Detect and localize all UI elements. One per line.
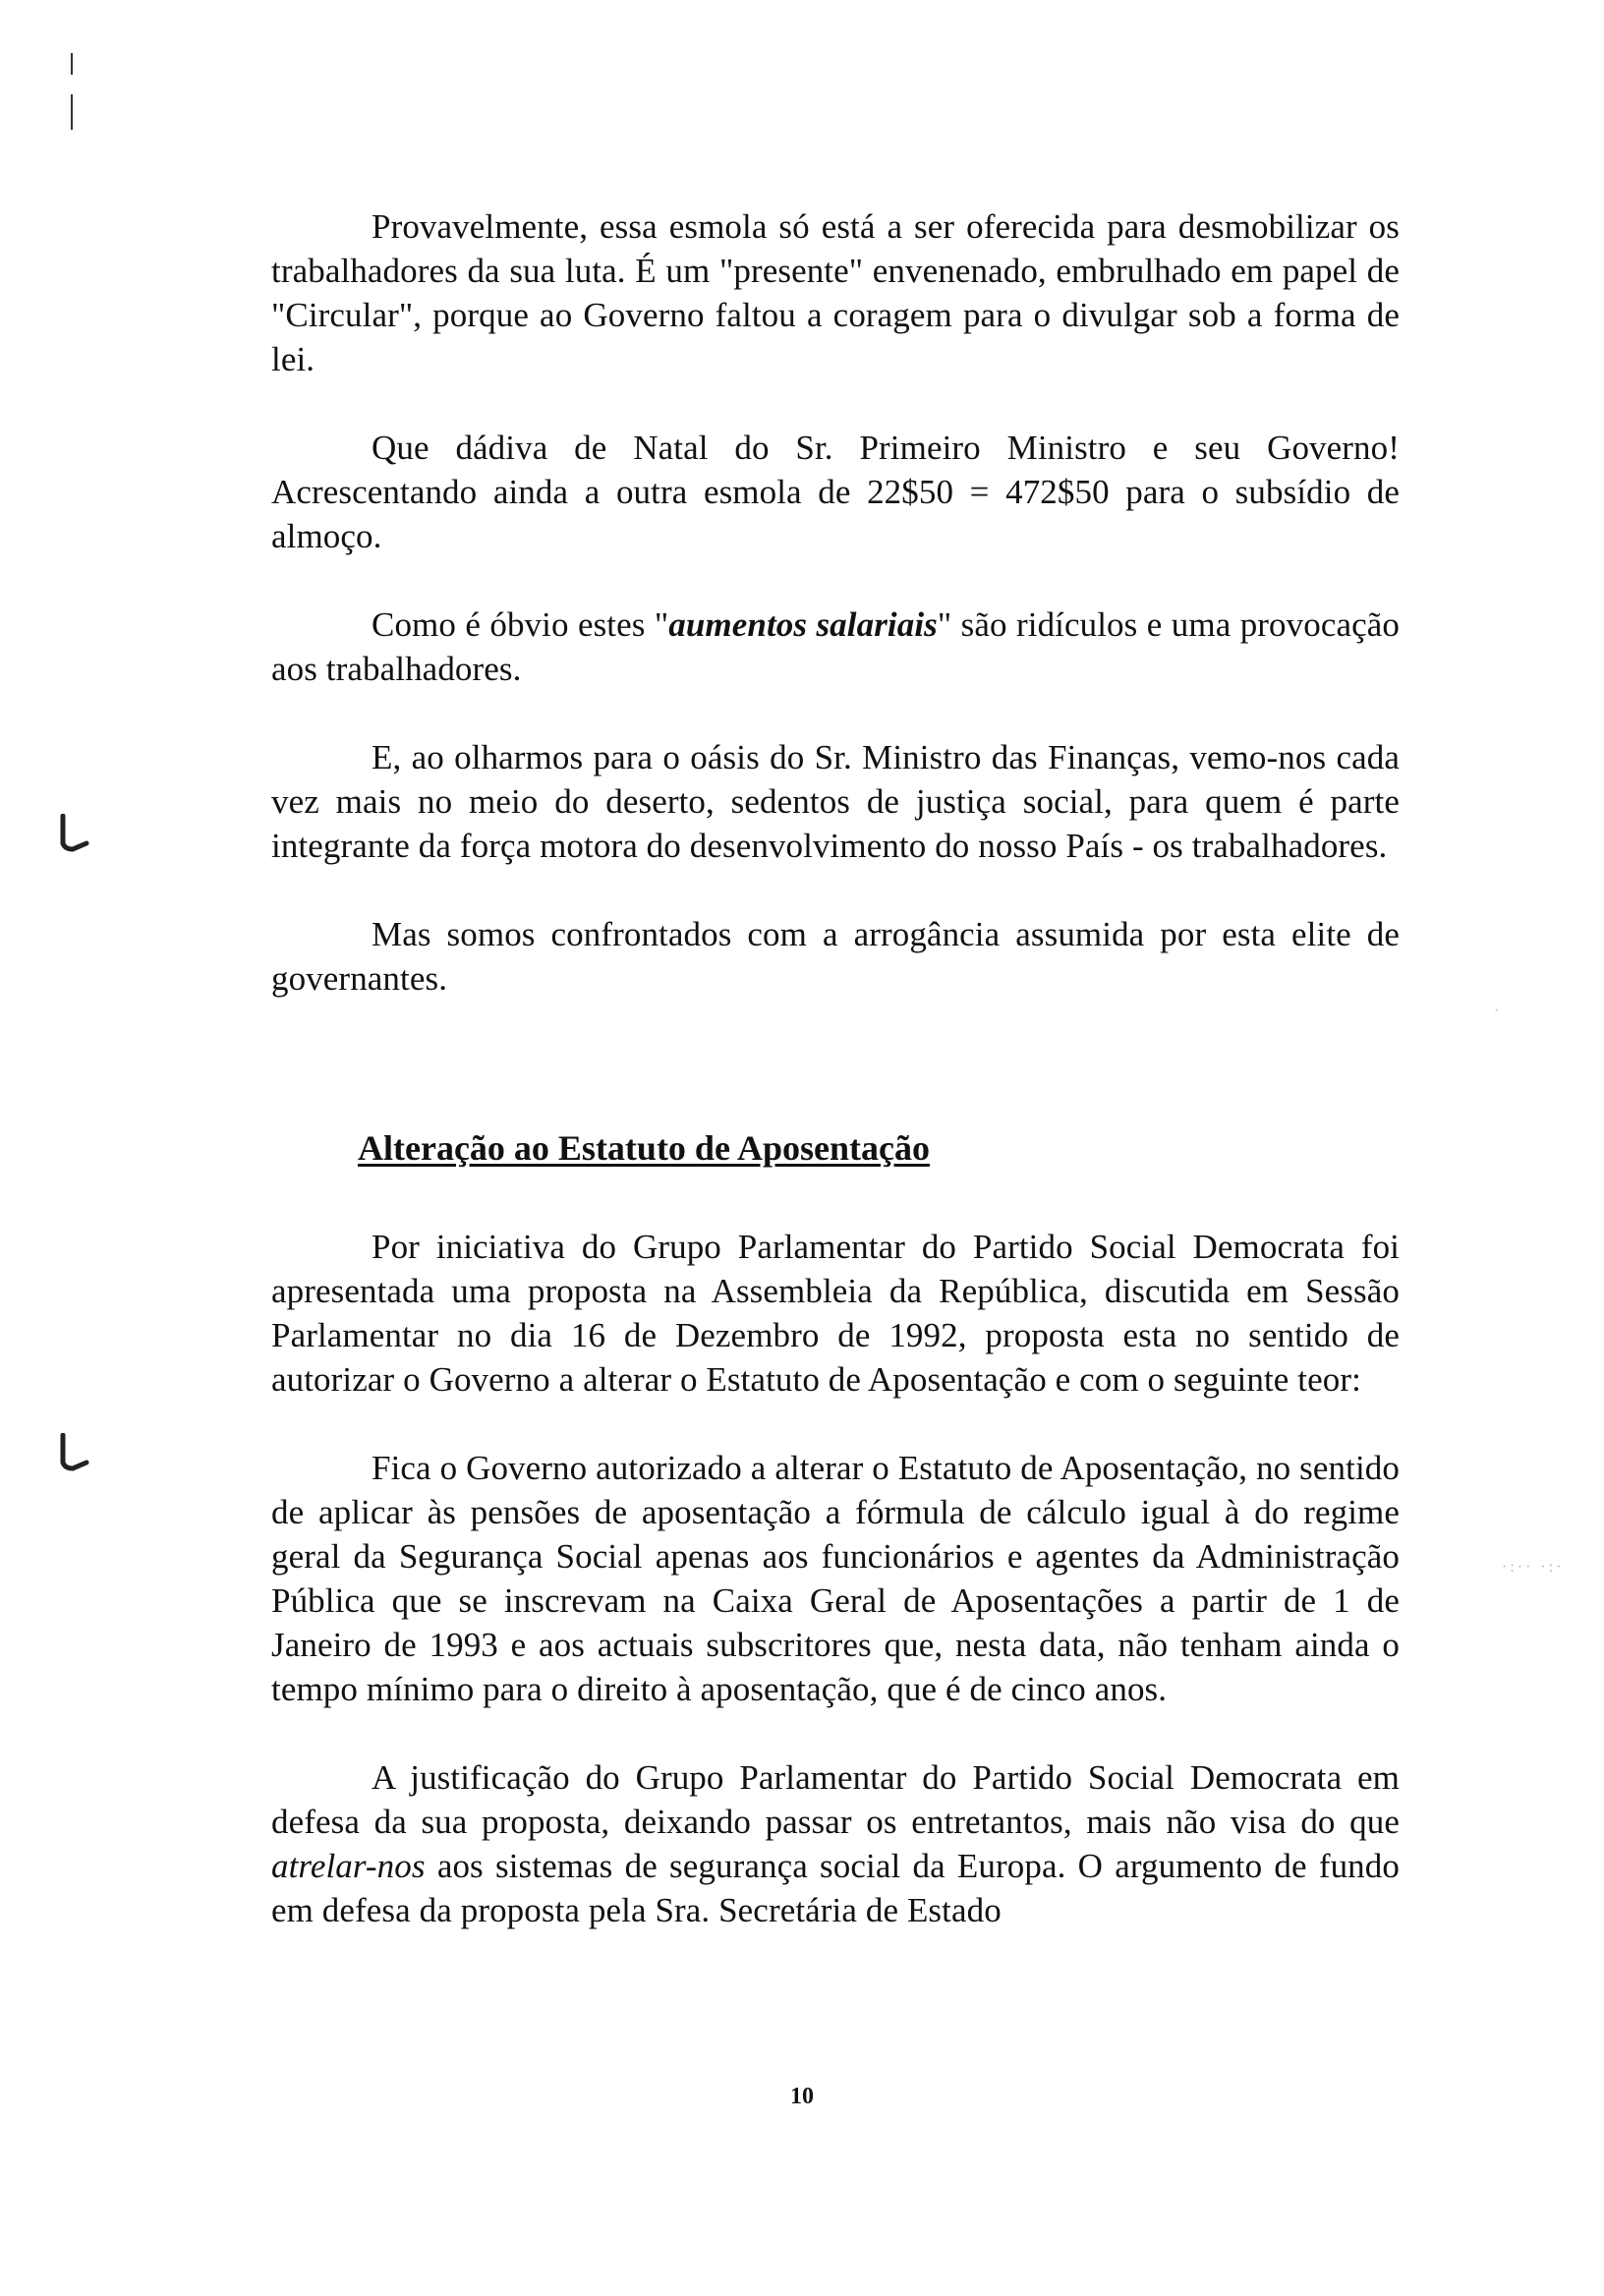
paragraph-8-start: A justificação do Grupo Parlamentar do Partido Social Democrata em defesa da sua proposta, deixando passar os entretantos, mais não visa do que: [271, 1758, 1400, 1841]
body-text-upper: [271, 204, 1400, 1001]
binding-mark-2: [55, 1433, 90, 1477]
page-number: 10: [790, 2084, 814, 2109]
paragraph-8-emphasis: atrelar-nos: [271, 1847, 426, 1885]
scan-dot: ·: [1494, 1003, 1503, 1019]
paragraph-6: Por iniciativa do Grupo Parlamentar do Partido Social Democrata foi apresentada uma proposta na Assembleia da República, discutida em Sessão Parlamentar no dia 16 de Dezembro de 1992, proposta esta no sentido de autorizar o Governo a alterar o Estatuto de Aposentação e com o seguinte teor:: [271, 1228, 1400, 1399]
scan-mark-top-2: [71, 94, 73, 130]
paragraph-8-end: aos sistemas de segurança social da Europa. O argumento de fundo em defesa da proposta pela Sra. Secretária de Estado: [271, 1847, 1400, 1929]
paragraph-3-start: Como é óbvio estes ": [372, 605, 669, 644]
paragraph-8: [271, 1755, 1400, 1932]
paragraph-2: Que dádiva de Natal do Sr. Primeiro Ministro e seu Governo! Acrescentando ainda a outra esmola de 22$50 = 472$50 para o subsídio de almoço.: [271, 429, 1400, 555]
scan-mark-top: [71, 53, 73, 75]
paragraph-7: Fica o Governo autorizado a alterar o Estatuto de Aposentação, no sentido de aplicar às pensões de aposentação a fórmula de cálculo igual à do regime geral da Segurança Social apenas aos funcionários e agentes da Administração Pública que se inscrevam na Caixa Geral de Aposentações a partir de 1 de Janeiro de 1993 e aos actuais subscritores que, nesta data, não tenham ainda o tempo mínimo para o direito à aposentação, que é de cinco anos.: [271, 1449, 1400, 1708]
paragraph-3: [271, 603, 1400, 691]
body-text-lower: [271, 1225, 1400, 1932]
section-heading: Alteração ao Estatuto de Aposentação: [358, 1128, 930, 1168]
paragraph-4: E, ao olharmos para o oásis do Sr. Ministro das Finanças, vemo-nos cada vez mais no meio do deserto, sedentos de justiça social, para quem é parte integrante da força motora do desenvolvimento do nosso País - os trabalhadores.: [271, 738, 1400, 865]
paragraph-1: Provavelmente, essa esmola só está a ser oferecida para desmobilizar os trabalhadores da sua luta. É um "presente" envenenado, embrulhado em papel de "Circular", porque ao Governo faltou a coragem para o divulgar sob a forma de lei.: [271, 207, 1400, 378]
paragraph-3-end: " são ridículos e uma provocação aos trabalhadores.: [271, 605, 1400, 688]
paragraph-5: Mas somos confrontados com a arrogância assumida por esta elite de governantes.: [271, 915, 1400, 998]
binding-mark-1: [55, 814, 90, 858]
paragraph-3-emphasis: aumentos salariais: [668, 605, 938, 644]
scan-smudge: ·:·· ·:·: [1502, 1559, 1565, 1576]
